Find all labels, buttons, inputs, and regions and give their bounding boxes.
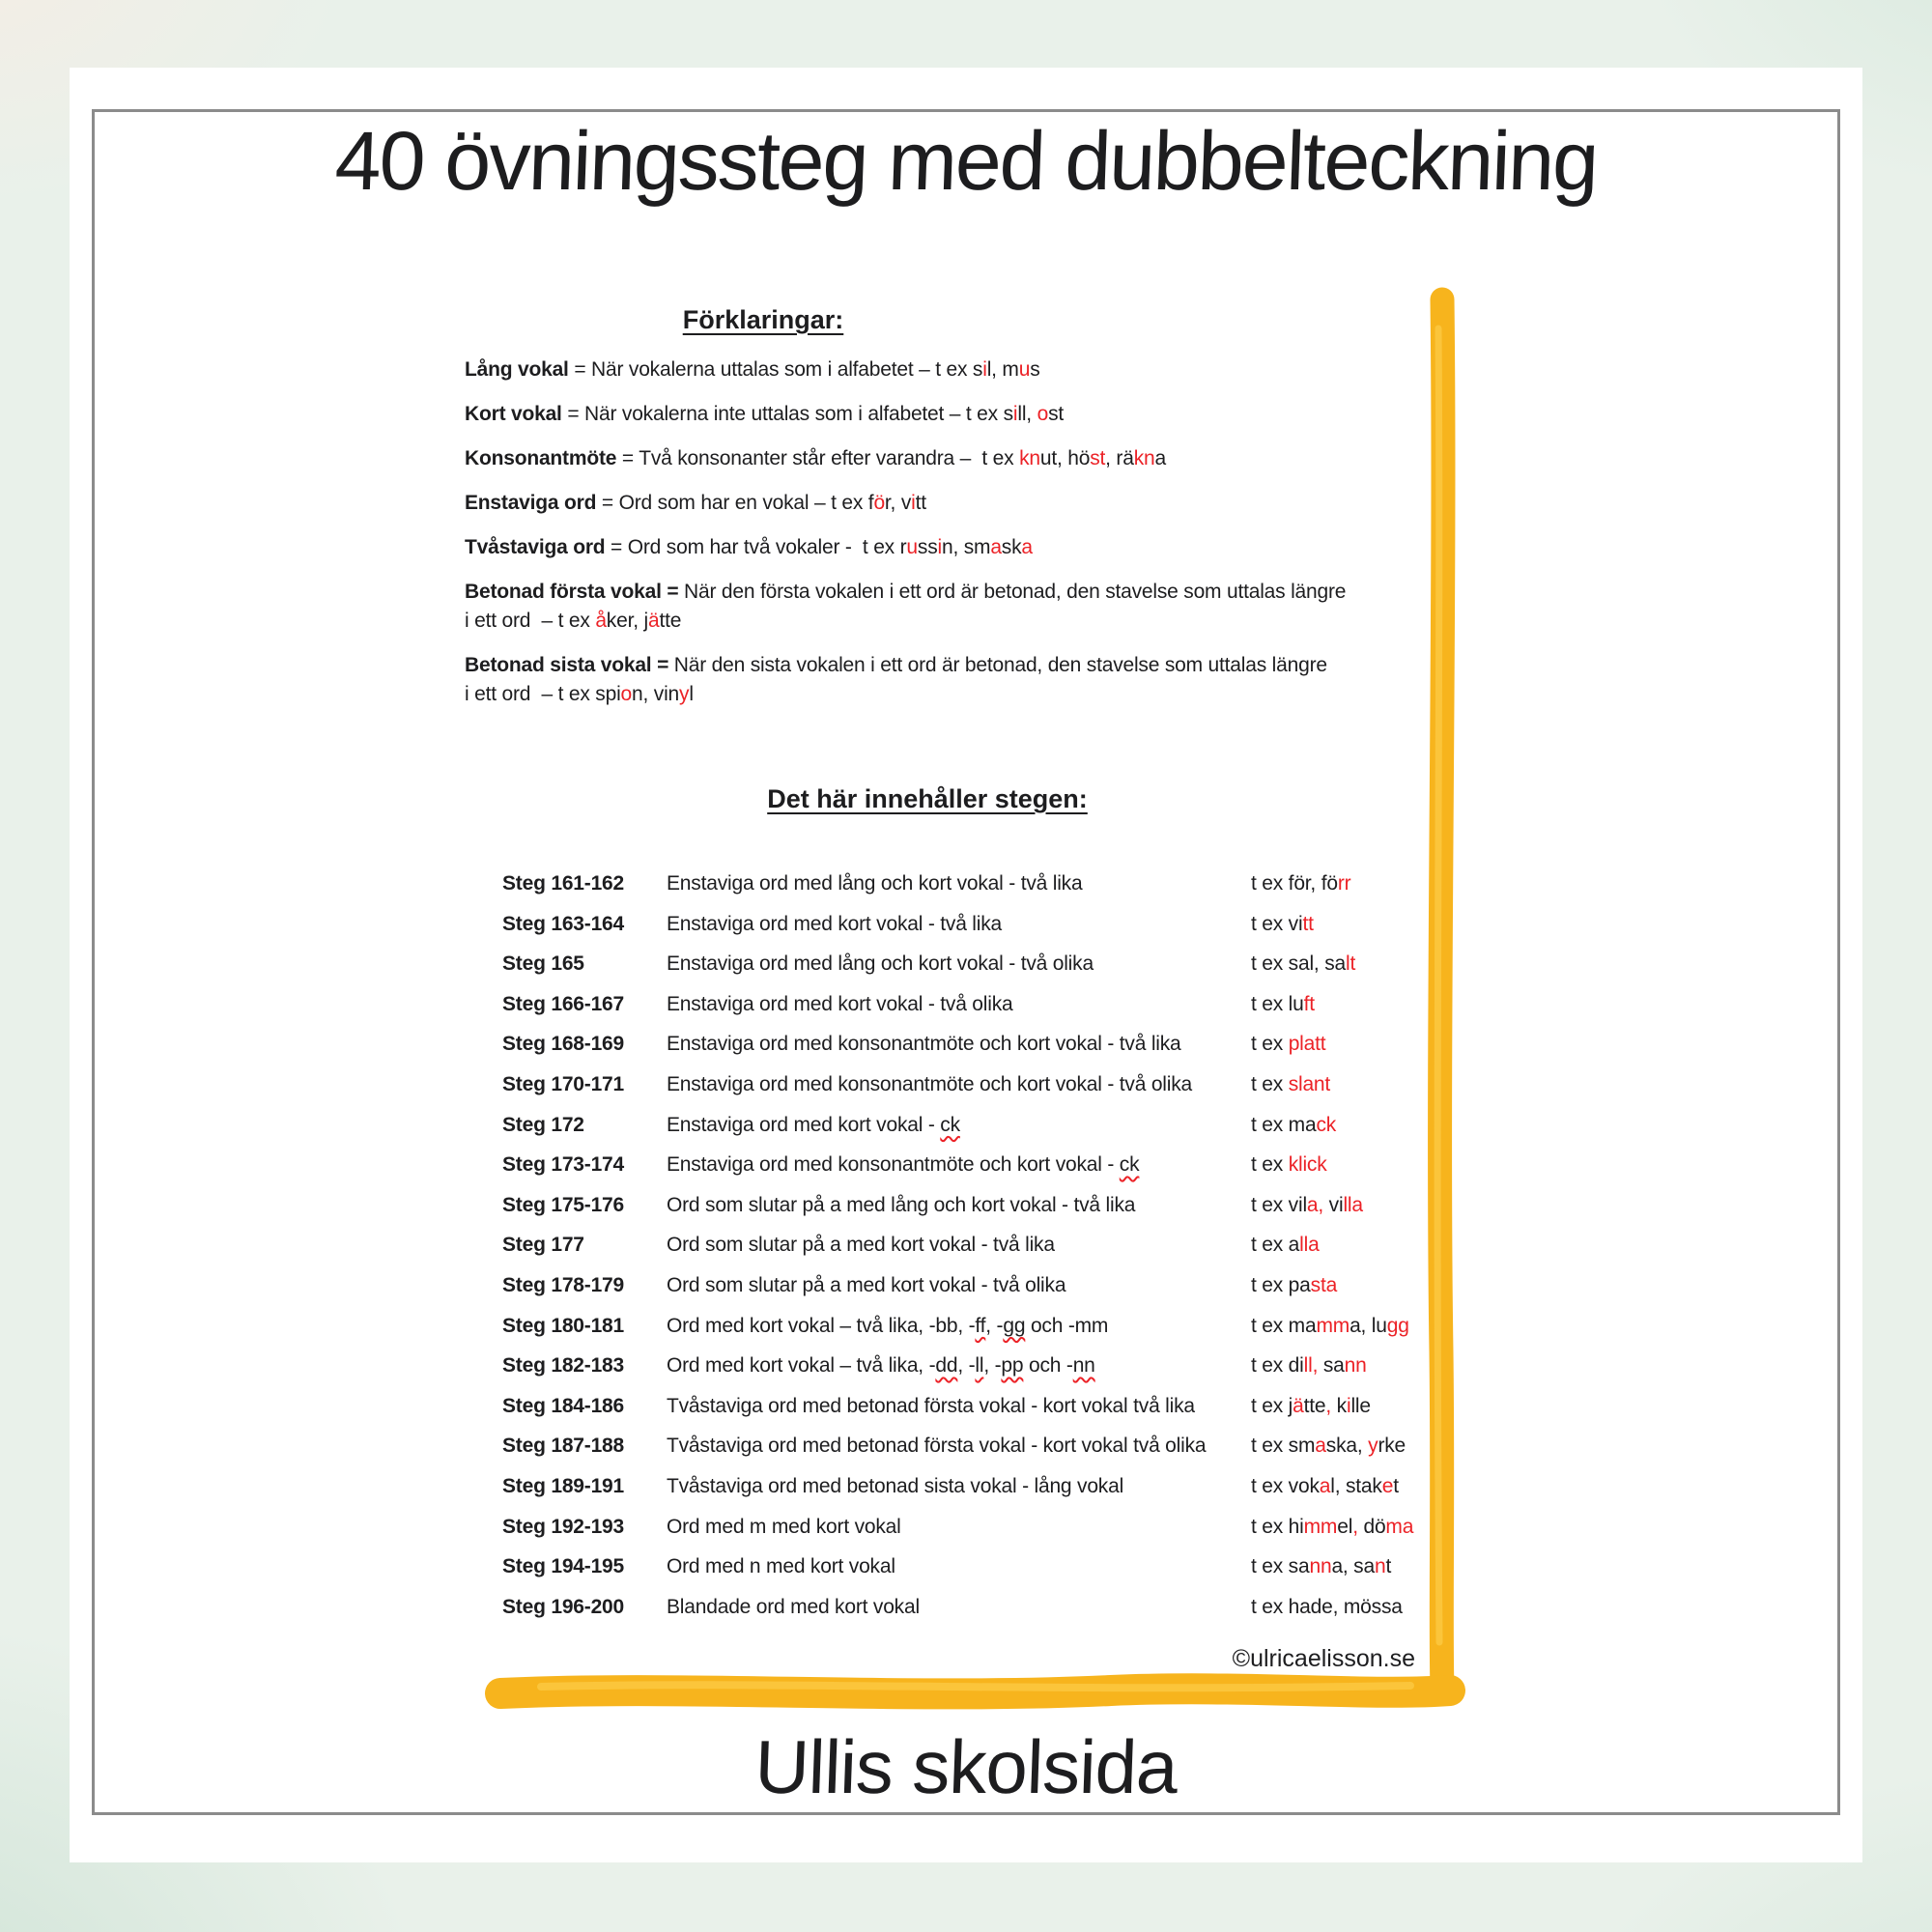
highlighted-letters: a bbox=[1315, 1435, 1326, 1458]
step-row bbox=[502, 1555, 1413, 1596]
highlighted-letters: å bbox=[595, 610, 607, 632]
highlighted-letters: ck bbox=[1316, 1113, 1337, 1136]
highlighted-letters: sta bbox=[1310, 1273, 1338, 1296]
explanation-item bbox=[465, 355, 1346, 384]
squiggle-underlined-text: ck bbox=[940, 1113, 960, 1136]
highlighted-letters: st bbox=[1090, 447, 1106, 469]
step-example bbox=[1251, 1033, 1413, 1056]
step-row bbox=[502, 1354, 1413, 1395]
step-example bbox=[1251, 1234, 1413, 1257]
text-segment: tte bbox=[1303, 1394, 1326, 1417]
highlighted-letters: e bbox=[1381, 1474, 1394, 1497]
text-segment: t ex bbox=[1251, 1033, 1289, 1056]
step-row bbox=[502, 952, 1413, 993]
step-example bbox=[1251, 1315, 1413, 1338]
text-segment: t ex pa bbox=[1251, 1273, 1311, 1296]
text-segment: = När vokalerna uttalas som i alfabetet – t ex s bbox=[568, 358, 983, 381]
squiggle-underlined-text: ll bbox=[975, 1354, 984, 1378]
step-description bbox=[667, 1596, 1251, 1619]
step-label: Steg 178-179 bbox=[502, 1273, 625, 1296]
highlighted-letters: rr bbox=[1337, 872, 1351, 895]
text-segment: t ex vil bbox=[1251, 1193, 1307, 1216]
step-example bbox=[1251, 1194, 1413, 1217]
step-example bbox=[1251, 1475, 1413, 1498]
text-segment: t ex a bbox=[1251, 1234, 1300, 1257]
step-row bbox=[502, 1274, 1413, 1315]
text-segment: t ex di bbox=[1251, 1354, 1304, 1378]
step-label: Steg 166-167 bbox=[502, 992, 625, 1015]
explanation-term: Betonad sista vokal = bbox=[465, 654, 669, 676]
text-segment: st bbox=[1048, 403, 1064, 425]
explanation-term: Konsonantmöte bbox=[465, 447, 617, 469]
highlighted-letters: mm bbox=[1303, 1515, 1338, 1538]
step-example bbox=[1251, 1395, 1413, 1418]
highlighted-letters: n bbox=[1374, 1555, 1386, 1578]
text-segment: = Ord som har två vokaler - t ex r bbox=[605, 536, 907, 558]
step-row bbox=[502, 1475, 1413, 1516]
highlighted-letters: nn bbox=[1309, 1555, 1332, 1578]
step-description bbox=[667, 952, 1251, 976]
highlighted-letters: gg bbox=[1386, 1314, 1409, 1337]
text-segment: t ex hade, mössa bbox=[1251, 1595, 1403, 1618]
step-label: Steg 170-171 bbox=[502, 1072, 625, 1095]
squiggle-underlined-text: dd bbox=[935, 1354, 958, 1378]
highlighted-letters: , bbox=[1352, 1515, 1358, 1538]
text-segment: r, v bbox=[884, 492, 912, 514]
step-description bbox=[667, 1516, 1251, 1539]
text-segment: Enstaviga ord med konsonantmöte och kort vokal - två lika bbox=[667, 1033, 1181, 1056]
text-segment: När den första vokalen i ett ord är betonad, den stavelse som uttalas längre bbox=[678, 581, 1347, 603]
step-example bbox=[1251, 1354, 1413, 1378]
highlighted-letters: nn bbox=[1344, 1354, 1367, 1378]
text-segment: t ex vi bbox=[1251, 912, 1303, 935]
text-segment: Enstaviga ord med konsonantmöte och kort vokal - två olika bbox=[667, 1072, 1193, 1095]
text-segment: tte bbox=[659, 610, 682, 632]
yellow-marker-horizontal-stroke-highlight bbox=[541, 1685, 1410, 1688]
explanation-line bbox=[465, 680, 1346, 709]
text-segment: t ex hi bbox=[1251, 1515, 1304, 1538]
highlighted-letters: i bbox=[911, 492, 916, 514]
text-segment: l, stak bbox=[1330, 1474, 1382, 1497]
text-segment: t bbox=[1385, 1555, 1392, 1578]
text-segment: t ex vok bbox=[1251, 1474, 1320, 1497]
yellow-marker-vertical-stroke-highlight bbox=[1437, 328, 1439, 1642]
text-segment: k bbox=[1331, 1394, 1347, 1417]
step-example bbox=[1251, 993, 1413, 1016]
step-description bbox=[667, 1315, 1251, 1338]
explanation-term: Betonad första vokal = bbox=[465, 581, 679, 603]
text-segment: t bbox=[1393, 1474, 1399, 1497]
text-segment: Enstaviga ord med kort vokal - två lika bbox=[667, 912, 1003, 935]
text-segment: och - bbox=[1023, 1354, 1073, 1378]
step-row bbox=[502, 1435, 1413, 1475]
explanation-item bbox=[465, 444, 1346, 473]
text-segment: a, lu bbox=[1350, 1314, 1387, 1337]
explanations-heading: Förklaringar: bbox=[682, 305, 844, 334]
highlighted-letters: i bbox=[1346, 1394, 1351, 1417]
highlighted-letters: i bbox=[1012, 403, 1018, 425]
step-example bbox=[1251, 1516, 1413, 1539]
step-label: Steg 177 bbox=[502, 1234, 584, 1257]
text-segment: När den sista vokalen i ett ord är betonad, den stavelse som uttalas längre bbox=[668, 654, 1327, 676]
step-description bbox=[667, 1033, 1251, 1056]
highlighted-letters: , bbox=[1325, 1394, 1332, 1417]
page-title: 40 övningssteg med dubbelteckning bbox=[333, 115, 1599, 208]
step-row bbox=[502, 1194, 1413, 1235]
text-segment: a, sa bbox=[1331, 1555, 1375, 1578]
explanation-line bbox=[465, 578, 1346, 607]
highlighted-letters: ft bbox=[1303, 992, 1315, 1015]
text-segment: ss bbox=[917, 536, 938, 558]
step-description bbox=[667, 1114, 1251, 1137]
step-description bbox=[667, 1435, 1251, 1458]
highlighted-letters: lla bbox=[1343, 1193, 1363, 1216]
text-segment: sa bbox=[1318, 1354, 1345, 1378]
text-segment: Ord med n med kort vokal bbox=[667, 1555, 895, 1578]
text-segment: ker, j bbox=[606, 610, 648, 632]
highlighted-letters: ma bbox=[1385, 1515, 1414, 1538]
explanation-item bbox=[465, 489, 1346, 518]
step-example bbox=[1251, 1555, 1413, 1578]
step-example bbox=[1251, 1153, 1413, 1177]
text-segment: = Ord som har en vokal – t ex f bbox=[596, 492, 874, 514]
explanation-item bbox=[465, 400, 1346, 429]
highlighted-letters: i bbox=[982, 358, 987, 381]
step-label: Steg 172 bbox=[502, 1113, 584, 1136]
step-description bbox=[667, 1274, 1251, 1297]
highlighted-letters: lt bbox=[1345, 952, 1356, 976]
text-segment: dö bbox=[1357, 1515, 1386, 1538]
text-segment: rke bbox=[1378, 1435, 1406, 1458]
highlighted-letters: ä bbox=[647, 610, 660, 632]
step-row bbox=[502, 1073, 1413, 1114]
explanation-term: Tvåstaviga ord bbox=[465, 536, 606, 558]
highlighted-letters: o bbox=[1037, 403, 1049, 425]
text-segment: Tvåstaviga ord med betonad sista vokal - lång vokal bbox=[667, 1474, 1124, 1497]
step-example bbox=[1251, 872, 1413, 895]
text-segment: = När vokalerna inte uttalas som i alfabetet – t ex s bbox=[561, 403, 1013, 425]
step-description bbox=[667, 1194, 1251, 1217]
squiggle-underlined-text: ff bbox=[975, 1314, 986, 1337]
step-label: Steg 168-169 bbox=[502, 1033, 625, 1056]
explanation-item bbox=[465, 651, 1346, 709]
text-segment: ll, bbox=[1017, 403, 1037, 425]
text-segment: t ex j bbox=[1251, 1394, 1293, 1417]
explanation-line bbox=[465, 533, 1346, 562]
explanation-item bbox=[465, 578, 1346, 636]
text-segment: Ord med kort vokal – två lika, -bb, - bbox=[667, 1314, 976, 1337]
squiggle-underlined-text: pp bbox=[1001, 1354, 1024, 1378]
step-row bbox=[502, 1153, 1413, 1194]
text-segment: = Två konsonanter står efter varandra – t ex bbox=[616, 447, 1020, 469]
text-segment: t ex ma bbox=[1251, 1314, 1317, 1337]
text-segment: t ex sm bbox=[1251, 1435, 1316, 1458]
text-segment: , - bbox=[983, 1354, 1002, 1378]
step-label: Steg 163-164 bbox=[502, 912, 625, 935]
explanation-term: Enstaviga ord bbox=[465, 492, 597, 514]
explanation-line bbox=[465, 444, 1346, 473]
step-description bbox=[667, 993, 1251, 1016]
text-segment: sk bbox=[1001, 536, 1022, 558]
squiggle-underlined-text: nn bbox=[1072, 1354, 1095, 1378]
highlighted-letters: platt bbox=[1288, 1033, 1326, 1056]
highlighted-letters: klick bbox=[1288, 1153, 1327, 1177]
squiggle-underlined-text: gg bbox=[1003, 1314, 1026, 1337]
highlighted-letters: a bbox=[1021, 536, 1033, 558]
step-row bbox=[502, 1234, 1413, 1274]
highlighted-letters: u bbox=[906, 536, 918, 558]
step-label: Steg 189-191 bbox=[502, 1474, 625, 1497]
text-segment: s bbox=[1030, 358, 1040, 381]
text-segment: t ex bbox=[1251, 1153, 1289, 1177]
text-segment: Blandade ord med kort vokal bbox=[667, 1595, 920, 1618]
explanation-line bbox=[465, 651, 1346, 680]
text-segment: Ord med kort vokal – två lika, - bbox=[667, 1354, 936, 1378]
step-description bbox=[667, 1073, 1251, 1096]
step-row bbox=[502, 1395, 1413, 1435]
text-segment: Ord som slutar på a med kort vokal - två olika bbox=[667, 1273, 1066, 1296]
highlighted-letters: ä bbox=[1293, 1394, 1304, 1417]
explanation-term: Kort vokal bbox=[465, 403, 562, 425]
step-example bbox=[1251, 1274, 1413, 1297]
step-label: Steg 173-174 bbox=[502, 1153, 625, 1177]
site-name: Ullis skolsida bbox=[753, 1724, 1179, 1809]
explanation-line bbox=[465, 400, 1346, 429]
highlighted-letters: kn bbox=[1133, 447, 1155, 469]
step-row bbox=[502, 1516, 1413, 1556]
text-segment: , - bbox=[985, 1314, 1004, 1337]
highlighted-letters: ö bbox=[873, 492, 885, 514]
step-description bbox=[667, 1475, 1251, 1498]
step-description bbox=[667, 1555, 1251, 1578]
step-description bbox=[667, 1395, 1251, 1418]
step-example bbox=[1251, 1114, 1413, 1137]
highlighted-letters: y bbox=[1368, 1435, 1378, 1458]
highlighted-letters: o bbox=[620, 683, 633, 705]
text-segment: i ett ord – t ex spi bbox=[465, 683, 621, 705]
text-segment: l, m bbox=[986, 358, 1019, 381]
highlighted-letters: slant bbox=[1288, 1072, 1331, 1095]
highlighted-letters: a bbox=[990, 536, 1002, 558]
credit-text: ©ulricaelisson.se bbox=[1232, 1645, 1415, 1672]
text-segment: i ett ord – t ex bbox=[465, 610, 596, 632]
highlighted-letters: lla bbox=[1299, 1234, 1320, 1257]
explanations-list bbox=[465, 355, 1346, 724]
text-segment: Tvåstaviga ord med betonad första vokal - kort vokal två olika bbox=[667, 1435, 1207, 1458]
step-description bbox=[667, 872, 1251, 895]
highlighted-letters: y bbox=[679, 683, 690, 705]
text-segment: t ex lu bbox=[1251, 992, 1304, 1015]
step-label: Steg 161-162 bbox=[502, 872, 625, 895]
steps-table bbox=[502, 872, 1413, 1635]
highlighted-letters: mm bbox=[1316, 1314, 1350, 1337]
step-row bbox=[502, 1596, 1413, 1636]
text-segment: Enstaviga ord med kort vokal - bbox=[667, 1113, 941, 1136]
highlighted-letters: a, bbox=[1306, 1193, 1324, 1216]
step-example bbox=[1251, 952, 1413, 976]
text-segment: a bbox=[1154, 447, 1166, 469]
text-segment: , rä bbox=[1105, 447, 1134, 469]
text-segment: t ex för, fö bbox=[1251, 872, 1338, 895]
text-segment: Tvåstaviga ord med betonad första vokal - kort vokal två lika bbox=[667, 1394, 1195, 1417]
step-example bbox=[1251, 1596, 1413, 1619]
text-segment: t ex sa bbox=[1251, 1555, 1310, 1578]
text-segment: Ord som slutar på a med kort vokal - två lika bbox=[667, 1234, 1055, 1257]
explanation-line bbox=[465, 607, 1346, 636]
highlighted-letters: a bbox=[1319, 1474, 1331, 1497]
highlighted-letters: u bbox=[1018, 358, 1031, 381]
text-segment: Enstaviga ord med konsonantmöte och kort vokal - bbox=[667, 1153, 1120, 1177]
highlighted-letters: kn bbox=[1019, 447, 1040, 469]
step-description bbox=[667, 1153, 1251, 1177]
step-row bbox=[502, 872, 1413, 913]
text-segment: vi bbox=[1323, 1193, 1344, 1216]
step-example bbox=[1251, 1073, 1413, 1096]
step-label: Steg 180-181 bbox=[502, 1314, 625, 1337]
step-label: Steg 184-186 bbox=[502, 1394, 625, 1417]
step-row bbox=[502, 1315, 1413, 1355]
step-row bbox=[502, 1033, 1413, 1073]
step-description bbox=[667, 913, 1251, 936]
text-segment: Ord med m med kort vokal bbox=[667, 1515, 901, 1538]
text-segment: och -mm bbox=[1025, 1314, 1109, 1337]
text-segment: , - bbox=[957, 1354, 976, 1378]
step-label: Steg 187-188 bbox=[502, 1435, 625, 1458]
step-example bbox=[1251, 1435, 1413, 1458]
text-segment: Ord som slutar på a med lång och kort vokal - två lika bbox=[667, 1193, 1136, 1216]
text-segment: Enstaviga ord med kort vokal - två olika bbox=[667, 992, 1013, 1015]
explanation-item bbox=[465, 533, 1346, 562]
step-label: Steg 192-193 bbox=[502, 1515, 625, 1538]
step-label: Steg 196-200 bbox=[502, 1595, 625, 1618]
text-segment: tt bbox=[915, 492, 926, 514]
text-segment: l bbox=[689, 683, 694, 705]
text-segment: ut, hö bbox=[1039, 447, 1091, 469]
text-segment: lle bbox=[1350, 1394, 1371, 1417]
explanation-line bbox=[465, 489, 1346, 518]
squiggle-underlined-text: ck bbox=[1119, 1153, 1140, 1177]
text-segment: el bbox=[1337, 1515, 1353, 1538]
text-segment: Enstaviga ord med lång och kort vokal - två olika bbox=[667, 952, 1094, 976]
highlighted-letters: tt bbox=[1302, 912, 1314, 935]
text-segment: n, vin bbox=[632, 683, 680, 705]
text-segment: t ex bbox=[1251, 1072, 1289, 1095]
explanation-term: Lång vokal bbox=[465, 358, 569, 381]
steps-heading: Det här innehåller stegen: bbox=[767, 784, 1088, 813]
step-label: Steg 182-183 bbox=[502, 1354, 625, 1378]
highlighted-letters: ll, bbox=[1303, 1354, 1319, 1378]
text-segment: t ex sal, sa bbox=[1251, 952, 1346, 976]
step-description bbox=[667, 1234, 1251, 1257]
step-row bbox=[502, 993, 1413, 1034]
step-label: Steg 194-195 bbox=[502, 1555, 625, 1578]
step-row bbox=[502, 1114, 1413, 1154]
explanation-line bbox=[465, 355, 1346, 384]
text-segment: ska, bbox=[1325, 1435, 1369, 1458]
text-segment: n, sm bbox=[941, 536, 991, 558]
step-row bbox=[502, 913, 1413, 953]
text-segment: t ex ma bbox=[1251, 1113, 1317, 1136]
step-label: Steg 175-176 bbox=[502, 1193, 625, 1216]
step-example bbox=[1251, 913, 1413, 936]
highlighted-letters: i bbox=[937, 536, 942, 558]
step-label: Steg 165 bbox=[502, 952, 584, 976]
text-segment: Enstaviga ord med lång och kort vokal - två lika bbox=[667, 872, 1083, 895]
step-description bbox=[667, 1354, 1251, 1378]
